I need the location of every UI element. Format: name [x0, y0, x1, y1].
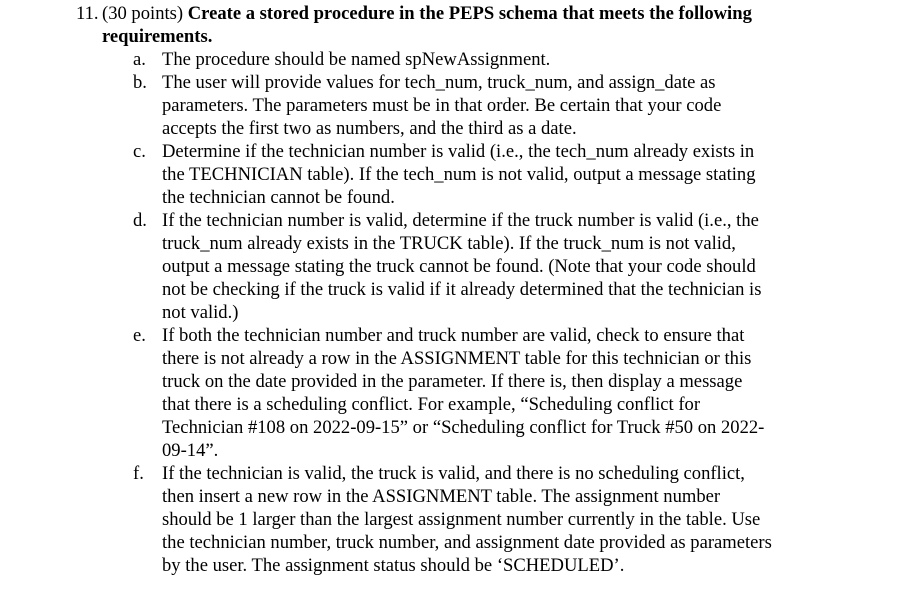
requirement-line: If the technician is valid, the truck is valid, and there is no scheduling conflict, — [162, 463, 745, 484]
requirement-line: Determine if the technician number is valid (i.e., the tech_num already exists in — [162, 141, 755, 162]
requirement-line: not valid.) — [162, 302, 239, 323]
requirement-letter: a. — [133, 49, 146, 70]
question-heading — [76, 2, 896, 25]
requirement-line: the technician number, truck number, and assignment date provided as parameters — [162, 532, 772, 553]
question-title — [102, 2, 896, 25]
requirement-line: truck on the date provided in the parameter. If there is, then display a message — [162, 371, 743, 392]
requirement-line: output a message stating the truck cannot be found. (Note that your code should — [162, 256, 756, 277]
requirement-line: should be 1 larger than the largest assignment number currently in the table. Use — [162, 509, 761, 530]
requirements-list — [76, 48, 896, 577]
question-title-line2: requirements. — [102, 26, 213, 47]
requirement-line: If the technician number is valid, determine if the truck number is valid (i.e., the — [162, 210, 759, 231]
requirement-line: If both the technician number and truck number are valid, check to ensure that — [162, 325, 745, 346]
requirement-line: by the user. The assignment status should be ‘SCHEDULED’. — [162, 555, 625, 576]
question-points: (30 points) — [102, 3, 184, 24]
requirement-text — [162, 462, 896, 577]
requirement-text — [162, 140, 896, 209]
requirement-line: The procedure should be named spNewAssignment. — [162, 49, 551, 70]
requirement-line: that there is a scheduling conflict. For example, “Scheduling conflict for — [162, 394, 701, 415]
requirement-letter: d. — [133, 210, 147, 231]
question-block — [76, 2, 896, 577]
requirement-item — [133, 71, 896, 140]
requirement-line: truck_num already exists in the TRUCK table). If the truck_num is not valid, — [162, 233, 736, 254]
requirement-line: there is not already a row in the ASSIGNMENT table for this technician or this — [162, 348, 752, 369]
requirement-line: the technician cannot be found. — [162, 187, 395, 208]
requirement-letter: f. — [133, 463, 144, 484]
requirement-text — [162, 209, 896, 324]
question-number: 11. — [76, 3, 99, 24]
requirement-letter: c. — [133, 141, 146, 162]
requirement-line: The user will provide values for tech_num, truck_num, and assign_date as — [162, 72, 716, 93]
requirement-item — [133, 209, 896, 324]
requirement-text — [162, 48, 896, 71]
question-title-line1: Create a stored procedure in the PEPS schema that meets the following — [187, 3, 752, 24]
requirement-text — [162, 324, 896, 462]
requirement-item — [133, 48, 896, 71]
requirement-line: 09-14”. — [162, 440, 219, 461]
requirement-item — [133, 140, 896, 209]
requirement-text — [162, 71, 896, 140]
requirement-item — [133, 324, 896, 462]
requirement-line: not be checking if the truck is valid if it already determined that the technician is — [162, 279, 762, 300]
requirement-line: then insert a new row in the ASSIGNMENT table. The assignment number — [162, 486, 721, 507]
requirement-letter: b. — [133, 72, 147, 93]
requirement-line: the TECHNICIAN table). If the tech_num is not valid, output a message stating — [162, 164, 756, 185]
requirement-item — [133, 462, 896, 577]
requirement-line: accepts the first two as numbers, and the third as a date. — [162, 118, 577, 139]
requirement-line: Technician #108 on 2022-09-15” or “Scheduling conflict for Truck #50 on 2022- — [162, 417, 765, 438]
requirement-line: parameters. The parameters must be in that order. Be certain that your code — [162, 95, 722, 116]
requirement-letter: e. — [133, 325, 146, 346]
